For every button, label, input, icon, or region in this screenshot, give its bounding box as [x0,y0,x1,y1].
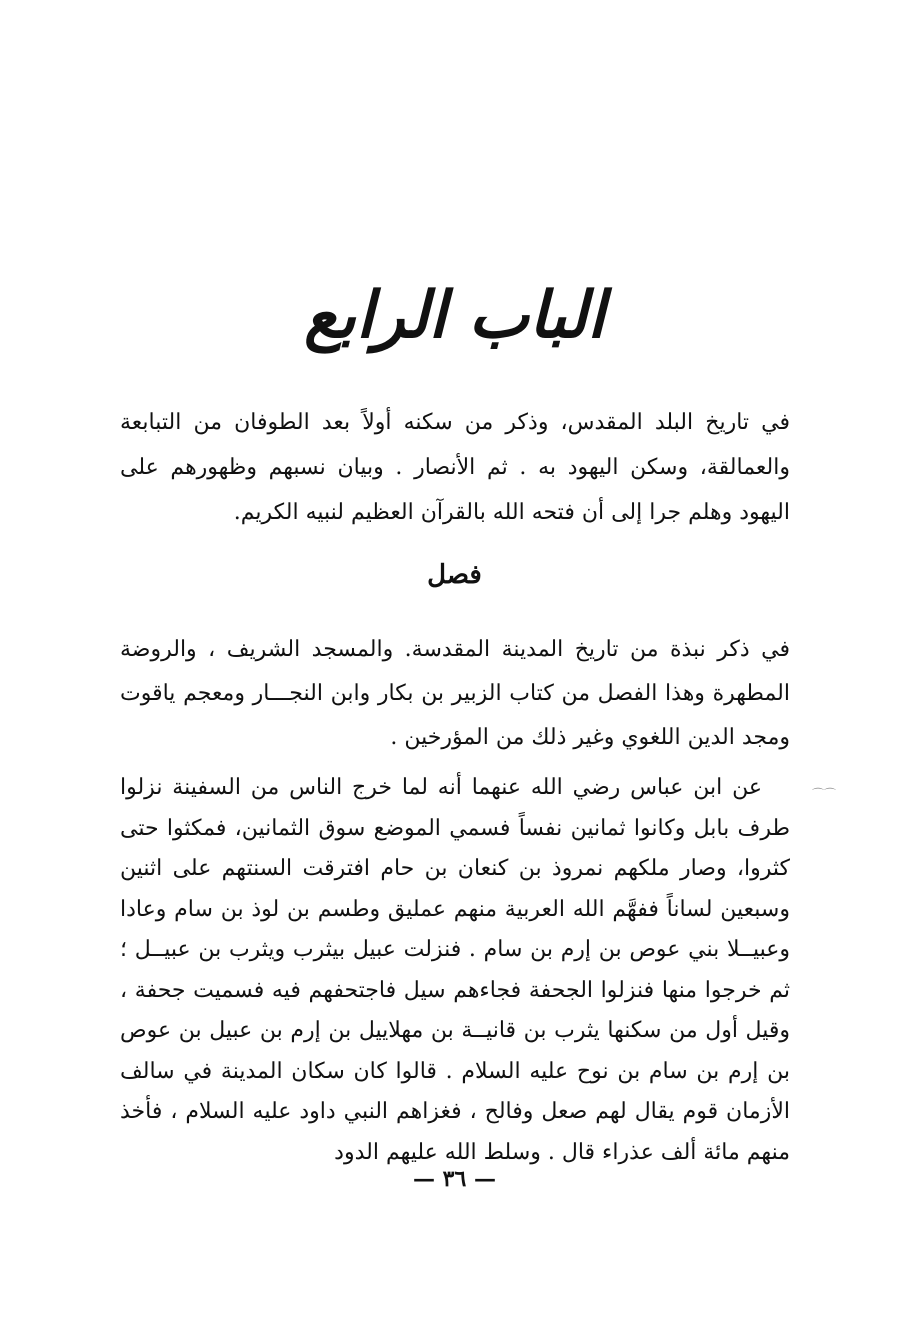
section-description-paragraph: في ذكر نبذة من تاريخ المدينة المقدسة. والمسجد الشريف ، والروضة المطهرة وهذا الفصل من كتاب الزبير بن بكار وابن النجـــار ومعجم ياقوت ومجد الدين اللغوي وغير ذلك من المؤرخين . [120,637,790,750]
chapter-intro-paragraph: في تاريخ البلد المقدس، وذكر من سكنه أولاً بعد الطوفان من التبابعة والعمالقة، وسكن اليهود به . ثم الأنصار . وبيان نسبهم وظهورهم على اليهود وهلم جرا إلى أن فتحه الله بالقرآن العظيم لنبيه الكريم. [120,410,790,525]
margin-mark: ⌒⌒ [812,787,837,801]
section-heading: فصل [427,560,482,590]
body-paragraph: عن ابن عباس رضي الله عنهما أنه لما خرج الناس من السفينة نزلوا طرف بابل وكانوا ثمانين نفساً فسمي الموضع سوق الثمانين، فمكثوا حتى كثروا، وصار ملكهم نمروذ بن كنعان بن حام افترقت السنتهم على اثنين وسبعين لساناً ففهَّم الله العربية منهم عمليق وطسم بن لوذ بن سام وعادا وعبيــلا بني عوص بن إرم بن سام . فنزلت عبيل بيثرب ويثرب بن عبيــل ؛ ثم خرجوا منها فنزلوا الجحفة فجاءهم سيل فاجتحفهم فيه فسميت جحفة ، وقيل أول من سكنها يثرب بن قانيــة بن مهلاييل بن إرم بن عبيل بن عوص بن إرم بن سام بن نوح عليه السلام . قالوا كان سكان المدينة في سالف الأزمان قوم يقال لهم صعل وفالح ، فغزاهم النبي داود عليه السلام ، فأخذ منهم مائة ألف عذراء قال . وسلط الله عليهم الدود [120,775,790,1165]
chapter-title: الباب الرابع [304,278,605,353]
page-number: — ٣٦ — [413,1166,496,1192]
